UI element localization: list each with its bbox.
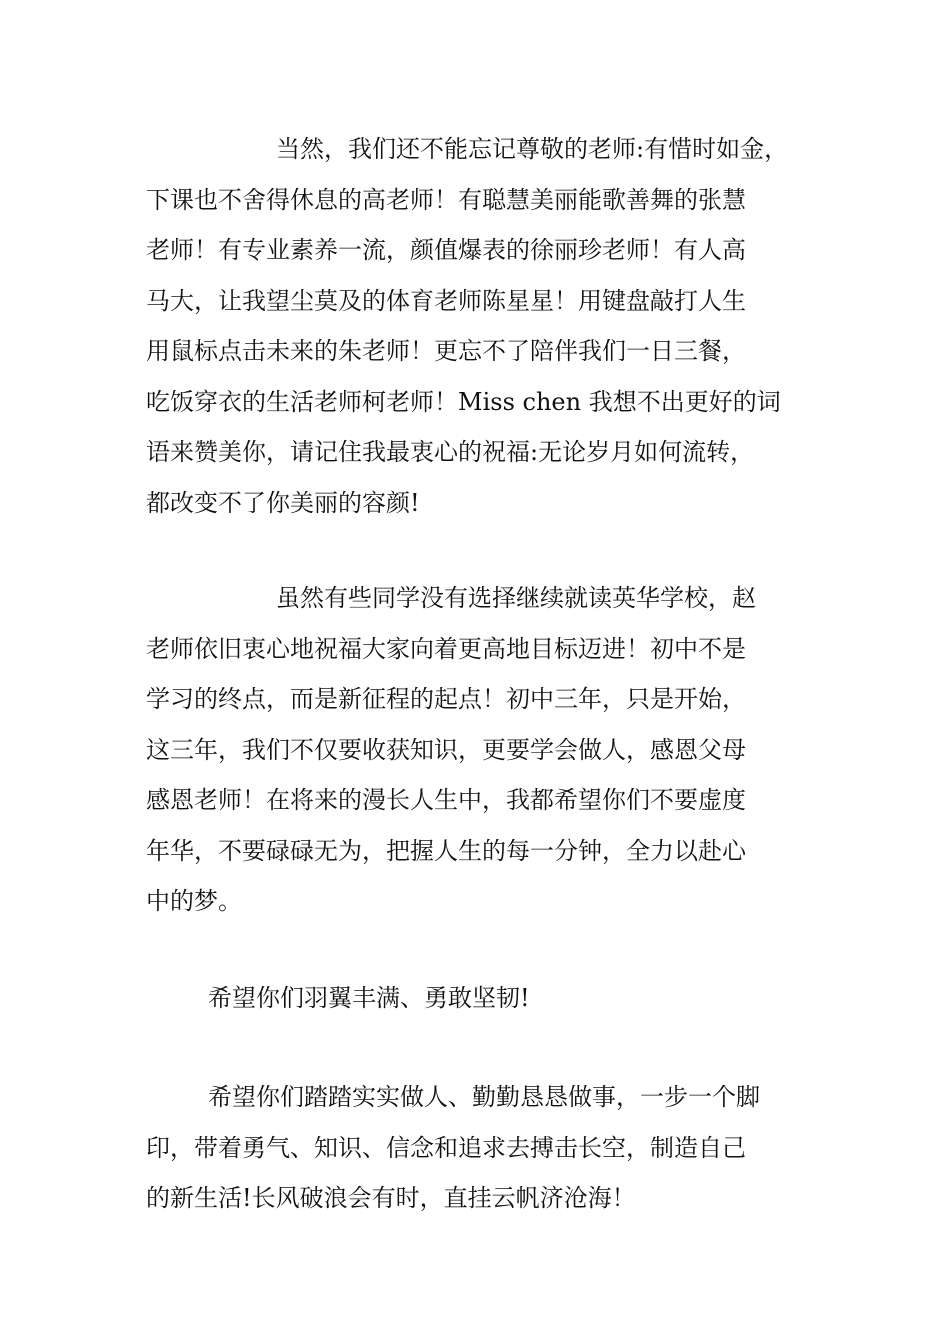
text-line: 年华，不要碌碌无为，把握人生的每一分钟，全力以赴心 [146, 836, 746, 865]
text-line: 用鼠标点击未来的朱老师！更忘不了陪伴我们一日三餐， [146, 337, 746, 365]
text-line: 印，带着勇气、知识、信念和追求去搏击长空，制造自己 [146, 1133, 746, 1162]
text-line: 学习的终点，而是新征程的起点！初中三年，只是开始， [146, 685, 746, 713]
text-line: 都改变不了你美丽的容颜! [146, 488, 420, 517]
paragraph-wish-short [146, 973, 530, 1024]
text-line: 中的梦。 [146, 887, 242, 915]
text-line: 希望你们踏踏实实做人、勤勤恳恳做事，一步一个脚 [208, 1083, 760, 1111]
text-line: 这三年，我们不仅要收获知识，更要学会做人，感恩父母 [146, 735, 746, 764]
text-line: 的新生活!长风破浪会有时，直挂云帆济沧海！ [146, 1184, 636, 1212]
text-line: 马大，让我望尘莫及的体育老师陈星星！用键盘敲打人生 [146, 286, 746, 315]
text-line: 希望你们羽翼丰满、勇敢坚韧! [208, 984, 530, 1012]
paragraph-blessing [146, 573, 756, 927]
text-line: 语来赞美你，请记住我最衷心的祝福:无论岁月如何流转， [146, 438, 755, 466]
text-line: 下课也不舍得休息的高老师！有聪慧美丽能歌善舞的张慧 [146, 185, 746, 214]
text-line: 老师！有专业素养一流，颜值爆表的徐丽珍老师！有人高 [146, 236, 746, 264]
paragraph-teachers-thanks [146, 124, 788, 528]
text-line: 感恩老师！在将来的漫长人生中，我都希望你们不要虚度 [146, 786, 746, 814]
text-line: 当然，我们还不能忘记尊敬的老师:有惜时如金， [276, 135, 789, 163]
text-line: 老师依旧衷心地祝福大家向着更高地目标迈进！初中不是 [146, 634, 746, 663]
text-line: 虽然有些同学没有选择继续就读英华学校，赵 [276, 584, 756, 612]
text-line: 吃饭穿衣的生活老师柯老师！Miss chen 我想不出更好的词 [146, 387, 781, 416]
paragraph-wish-long [146, 1072, 760, 1224]
